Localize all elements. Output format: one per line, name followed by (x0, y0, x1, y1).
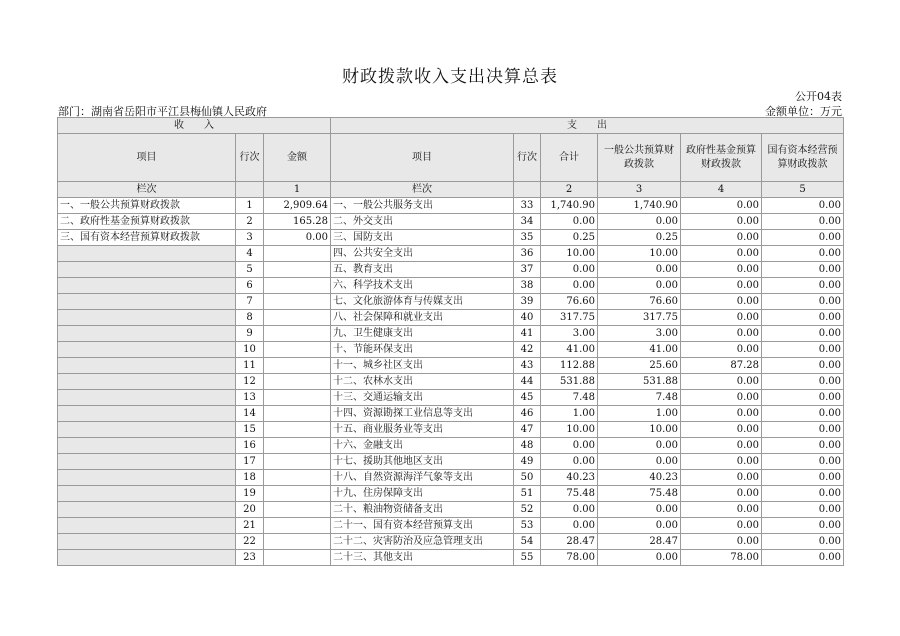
expense-line-cell: 38 (514, 278, 541, 294)
expense-item-cell: 三、国防支出 (331, 230, 514, 246)
fund-budget-cell: 0.00 (681, 262, 762, 278)
general-budget-cell: 0.00 (598, 518, 681, 534)
expense-line-cell: 33 (514, 198, 541, 214)
fund-budget-cell: 0.00 (681, 534, 762, 550)
expense-line-cell: 43 (514, 358, 541, 374)
income-amount-cell (264, 438, 331, 454)
income-amount-cell (264, 262, 331, 278)
income-line-cell: 23 (236, 550, 264, 566)
fund-budget-cell: 0.00 (681, 294, 762, 310)
total-cell: 40.23 (541, 470, 598, 486)
income-item-cell (58, 374, 236, 390)
total-cell: 1,740.90 (541, 198, 598, 214)
table-row (58, 310, 844, 326)
general-budget-cell: 0.00 (598, 278, 681, 294)
general-budget-cell: 10.00 (598, 246, 681, 262)
state-capital-cell: 0.00 (762, 326, 844, 342)
fund-budget-cell: 0.00 (681, 422, 762, 438)
income-item-header: 项目 (58, 134, 236, 182)
state-capital-cell: 0.00 (762, 246, 844, 262)
income-amount-cell: 0.00 (264, 230, 331, 246)
income-amount-cell: 2,909.64 (264, 198, 331, 214)
income-amount-cell (264, 294, 331, 310)
income-line-cell: 14 (236, 406, 264, 422)
general-budget-cell: 1,740.90 (598, 198, 681, 214)
table-row (58, 390, 844, 406)
expense-line-cell: 50 (514, 470, 541, 486)
state-capital-cell: 0.00 (762, 518, 844, 534)
general-budget-cell: 531.88 (598, 374, 681, 390)
table-row (58, 342, 844, 358)
income-item-cell (58, 358, 236, 374)
expense-item-cell: 九、卫生健康支出 (331, 326, 514, 342)
general-budget-cell: 0.25 (598, 230, 681, 246)
income-line-cell: 6 (236, 278, 264, 294)
expense-header: 支 出 (331, 118, 844, 134)
expense-line-cell: 54 (514, 534, 541, 550)
column-label-expense: 栏次 (331, 182, 514, 198)
expense-line-cell: 42 (514, 342, 541, 358)
column-number-3: 3 (598, 182, 681, 198)
general-budget-cell: 41.00 (598, 342, 681, 358)
state-capital-cell: 0.00 (762, 262, 844, 278)
budget-summary-table (57, 117, 844, 566)
income-amount-cell (264, 422, 331, 438)
income-line-cell: 11 (236, 358, 264, 374)
department-label: 部门：湖南省岳阳市平江县梅仙镇人民政府 (58, 105, 267, 118)
fund-budget-header: 政府性基金预算财政拨款 (681, 134, 762, 182)
expense-line-cell: 41 (514, 326, 541, 342)
expense-line-cell: 39 (514, 294, 541, 310)
expense-item-cell: 二十、粮油物资储备支出 (331, 502, 514, 518)
expense-item-cell: 十三、交通运输支出 (331, 390, 514, 406)
expense-item-cell: 一、一般公共服务支出 (331, 198, 514, 214)
table-row (58, 198, 844, 214)
fund-budget-cell: 0.00 (681, 246, 762, 262)
general-budget-cell: 0.00 (598, 438, 681, 454)
expense-item-cell: 十二、农林水支出 (331, 374, 514, 390)
fund-budget-cell: 0.00 (681, 438, 762, 454)
income-amount-cell (264, 550, 331, 566)
expense-line-cell: 34 (514, 214, 541, 230)
total-cell: 112.88 (541, 358, 598, 374)
total-cell: 7.48 (541, 390, 598, 406)
income-amount-cell (264, 454, 331, 470)
income-line-cell: 7 (236, 294, 264, 310)
income-line-cell: 9 (236, 326, 264, 342)
state-capital-cell: 0.00 (762, 230, 844, 246)
expense-item-cell: 二十二、灾害防治及应急管理支出 (331, 534, 514, 550)
column-number-1: 1 (264, 182, 331, 198)
general-budget-cell: 75.48 (598, 486, 681, 502)
fund-budget-cell: 0.00 (681, 486, 762, 502)
expense-line-cell: 51 (514, 486, 541, 502)
header-row-column-numbers (58, 182, 844, 198)
expense-item-cell: 八、社会保障和就业支出 (331, 310, 514, 326)
general-budget-cell: 0.00 (598, 502, 681, 518)
total-cell: 1.00 (541, 406, 598, 422)
expense-line-cell: 37 (514, 262, 541, 278)
fund-budget-cell: 0.00 (681, 214, 762, 230)
income-amount-cell: 165.28 (264, 214, 331, 230)
column-number-4: 4 (681, 182, 762, 198)
income-amount-cell (264, 310, 331, 326)
income-item-cell (58, 310, 236, 326)
fund-budget-cell: 0.00 (681, 326, 762, 342)
expense-item-header: 项目 (331, 134, 514, 182)
state-capital-cell: 0.00 (762, 454, 844, 470)
state-capital-cell: 0.00 (762, 534, 844, 550)
form-number: 公开04表 (795, 90, 842, 103)
income-line-cell: 22 (236, 534, 264, 550)
total-cell: 531.88 (541, 374, 598, 390)
income-amount-cell (264, 390, 331, 406)
total-cell: 0.00 (541, 278, 598, 294)
income-amount-cell (264, 406, 331, 422)
state-capital-cell: 0.00 (762, 342, 844, 358)
fund-budget-cell: 0.00 (681, 374, 762, 390)
total-cell: 10.00 (541, 422, 598, 438)
expense-line-cell: 47 (514, 422, 541, 438)
fund-budget-cell: 0.00 (681, 310, 762, 326)
total-cell: 0.00 (541, 518, 598, 534)
general-budget-header: 一般公共预算财政拨款 (598, 134, 681, 182)
income-line-cell: 20 (236, 502, 264, 518)
expense-item-cell: 二十三、其他支出 (331, 550, 514, 566)
income-item-cell (58, 406, 236, 422)
state-capital-cell: 0.00 (762, 358, 844, 374)
table-row (58, 422, 844, 438)
state-capital-cell: 0.00 (762, 422, 844, 438)
general-budget-cell: 28.47 (598, 534, 681, 550)
income-line-cell: 16 (236, 438, 264, 454)
expense-item-cell: 六、科学技术支出 (331, 278, 514, 294)
column-number-5: 5 (762, 182, 844, 198)
income-line-header: 行次 (236, 134, 264, 182)
fund-budget-cell: 0.00 (681, 278, 762, 294)
table-row (58, 374, 844, 390)
expense-item-cell: 二、外交支出 (331, 214, 514, 230)
state-capital-cell: 0.00 (762, 374, 844, 390)
header-row-columns (58, 134, 844, 182)
expense-line-cell: 46 (514, 406, 541, 422)
table-row (58, 518, 844, 534)
expense-item-cell: 四、公共安全支出 (331, 246, 514, 262)
income-line-cell: 12 (236, 374, 264, 390)
general-budget-cell: 76.60 (598, 294, 681, 310)
fund-budget-cell: 0.00 (681, 230, 762, 246)
page-title: 财政拨款收入支出决算总表 (342, 67, 558, 87)
state-capital-cell: 0.00 (762, 486, 844, 502)
expense-item-cell: 十四、资源勘探工业信息等支出 (331, 406, 514, 422)
general-budget-cell: 7.48 (598, 390, 681, 406)
total-cell: 0.00 (541, 454, 598, 470)
income-item-cell: 三、国有资本经营预算财政拨款 (58, 230, 236, 246)
fund-budget-cell: 0.00 (681, 198, 762, 214)
table-row (58, 358, 844, 374)
total-cell: 0.25 (541, 230, 598, 246)
income-line-cell: 19 (236, 486, 264, 502)
expense-item-cell: 十七、援助其他地区支出 (331, 454, 514, 470)
fund-budget-cell: 78.00 (681, 550, 762, 566)
income-item-cell (58, 342, 236, 358)
expense-item-cell: 十八、自然资源海洋气象等支出 (331, 470, 514, 486)
total-cell: 0.00 (541, 438, 598, 454)
total-cell: 3.00 (541, 326, 598, 342)
fund-budget-cell: 0.00 (681, 454, 762, 470)
state-capital-cell: 0.00 (762, 502, 844, 518)
income-item-cell (58, 246, 236, 262)
income-item-cell: 二、政府性基金预算财政拨款 (58, 214, 236, 230)
income-amount-cell (264, 246, 331, 262)
income-item-cell (58, 470, 236, 486)
income-line-cell: 21 (236, 518, 264, 534)
income-amount-cell (264, 358, 331, 374)
state-capital-cell: 0.00 (762, 390, 844, 406)
total-header: 合计 (541, 134, 598, 182)
income-amount-cell (264, 374, 331, 390)
general-budget-cell: 10.00 (598, 422, 681, 438)
income-line-cell: 8 (236, 310, 264, 326)
state-capital-cell: 0.00 (762, 470, 844, 486)
table-row (58, 326, 844, 342)
table-row (58, 470, 844, 486)
state-capital-cell: 0.00 (762, 550, 844, 566)
header-row-sections (58, 118, 844, 134)
general-budget-cell: 0.00 (598, 454, 681, 470)
table-row (58, 534, 844, 550)
table-row (58, 278, 844, 294)
total-cell: 76.60 (541, 294, 598, 310)
state-capital-cell: 0.00 (762, 294, 844, 310)
expense-line-cell: 44 (514, 374, 541, 390)
state-capital-cell: 0.00 (762, 278, 844, 294)
fund-budget-cell: 0.00 (681, 390, 762, 406)
total-cell: 0.00 (541, 502, 598, 518)
income-item-cell (58, 294, 236, 310)
income-line-cell: 15 (236, 422, 264, 438)
income-amount-cell (264, 342, 331, 358)
expense-item-cell: 十五、商业服务业等支出 (331, 422, 514, 438)
table-row (58, 486, 844, 502)
general-budget-cell: 0.00 (598, 262, 681, 278)
table-row (58, 246, 844, 262)
general-budget-cell: 25.60 (598, 358, 681, 374)
table-row (58, 230, 844, 246)
income-amount-cell (264, 470, 331, 486)
income-item-cell (58, 390, 236, 406)
income-line-cell: 18 (236, 470, 264, 486)
expense-line-cell: 35 (514, 230, 541, 246)
table-row (58, 262, 844, 278)
income-line-cell: 1 (236, 198, 264, 214)
income-line-cell: 2 (236, 214, 264, 230)
total-cell: 75.48 (541, 486, 598, 502)
general-budget-cell: 1.00 (598, 406, 681, 422)
state-capital-header: 国有资本经营预算财政拨款 (762, 134, 844, 182)
state-capital-cell: 0.00 (762, 198, 844, 214)
column-label-income: 栏次 (58, 182, 236, 198)
total-cell: 41.00 (541, 342, 598, 358)
income-item-cell (58, 550, 236, 566)
amount-unit-label: 金额单位：万元 (765, 105, 842, 118)
expense-line-cell: 36 (514, 246, 541, 262)
table-row (58, 550, 844, 566)
income-amount-cell (264, 486, 331, 502)
income-item-cell (58, 422, 236, 438)
total-cell: 0.00 (541, 262, 598, 278)
expense-line-cell: 40 (514, 310, 541, 326)
income-item-cell (58, 326, 236, 342)
income-amount-cell (264, 326, 331, 342)
expense-line-cell: 48 (514, 438, 541, 454)
fund-budget-cell: 0.00 (681, 518, 762, 534)
income-amount-cell (264, 502, 331, 518)
income-amount-cell (264, 534, 331, 550)
expense-item-cell: 二十一、国有资本经营预算支出 (331, 518, 514, 534)
expense-item-cell: 十、节能环保支出 (331, 342, 514, 358)
income-item-cell (58, 278, 236, 294)
expense-item-cell: 七、文化旅游体育与传媒支出 (331, 294, 514, 310)
income-item-cell (58, 518, 236, 534)
state-capital-cell: 0.00 (762, 214, 844, 230)
general-budget-cell: 0.00 (598, 214, 681, 230)
total-cell: 28.47 (541, 534, 598, 550)
income-line-cell: 5 (236, 262, 264, 278)
table-row (58, 438, 844, 454)
expense-line-header: 行次 (514, 134, 541, 182)
column-number-2: 2 (541, 182, 598, 198)
income-item-cell: 一、一般公共预算财政拨款 (58, 198, 236, 214)
expense-item-cell: 十六、金融支出 (331, 438, 514, 454)
expense-item-cell: 五、教育支出 (331, 262, 514, 278)
income-item-cell (58, 486, 236, 502)
income-item-cell (58, 534, 236, 550)
fund-budget-cell: 0.00 (681, 470, 762, 486)
expense-line-cell: 49 (514, 454, 541, 470)
table-row (58, 502, 844, 518)
state-capital-cell: 0.00 (762, 438, 844, 454)
table-row (58, 214, 844, 230)
expense-item-cell: 十一、城乡社区支出 (331, 358, 514, 374)
income-line-cell: 4 (236, 246, 264, 262)
income-line-cell: 3 (236, 230, 264, 246)
total-cell: 78.00 (541, 550, 598, 566)
fund-budget-cell: 87.28 (681, 358, 762, 374)
table-row (58, 454, 844, 470)
income-header: 收 入 (58, 118, 331, 134)
expense-line-cell: 53 (514, 518, 541, 534)
state-capital-cell: 0.00 (762, 406, 844, 422)
expense-item-cell: 十九、住房保障支出 (331, 486, 514, 502)
general-budget-cell: 0.00 (598, 550, 681, 566)
income-amount-cell (264, 518, 331, 534)
income-line-cell: 10 (236, 342, 264, 358)
table-row (58, 406, 844, 422)
income-amount-cell (264, 278, 331, 294)
expense-line-cell: 55 (514, 550, 541, 566)
general-budget-cell: 317.75 (598, 310, 681, 326)
total-cell: 317.75 (541, 310, 598, 326)
fund-budget-cell: 0.00 (681, 502, 762, 518)
expense-line-cell: 45 (514, 390, 541, 406)
table-row (58, 294, 844, 310)
fund-budget-cell: 0.00 (681, 342, 762, 358)
total-cell: 0.00 (541, 214, 598, 230)
income-amount-header: 金额 (264, 134, 331, 182)
fund-budget-cell: 0.00 (681, 406, 762, 422)
income-line-cell: 17 (236, 454, 264, 470)
table-body (58, 198, 844, 566)
income-item-cell (58, 502, 236, 518)
income-item-cell (58, 438, 236, 454)
expense-line-cell: 52 (514, 502, 541, 518)
general-budget-cell: 40.23 (598, 470, 681, 486)
general-budget-cell: 3.00 (598, 326, 681, 342)
income-line-cell: 13 (236, 390, 264, 406)
total-cell: 10.00 (541, 246, 598, 262)
income-item-cell (58, 454, 236, 470)
income-item-cell (58, 262, 236, 278)
state-capital-cell: 0.00 (762, 310, 844, 326)
